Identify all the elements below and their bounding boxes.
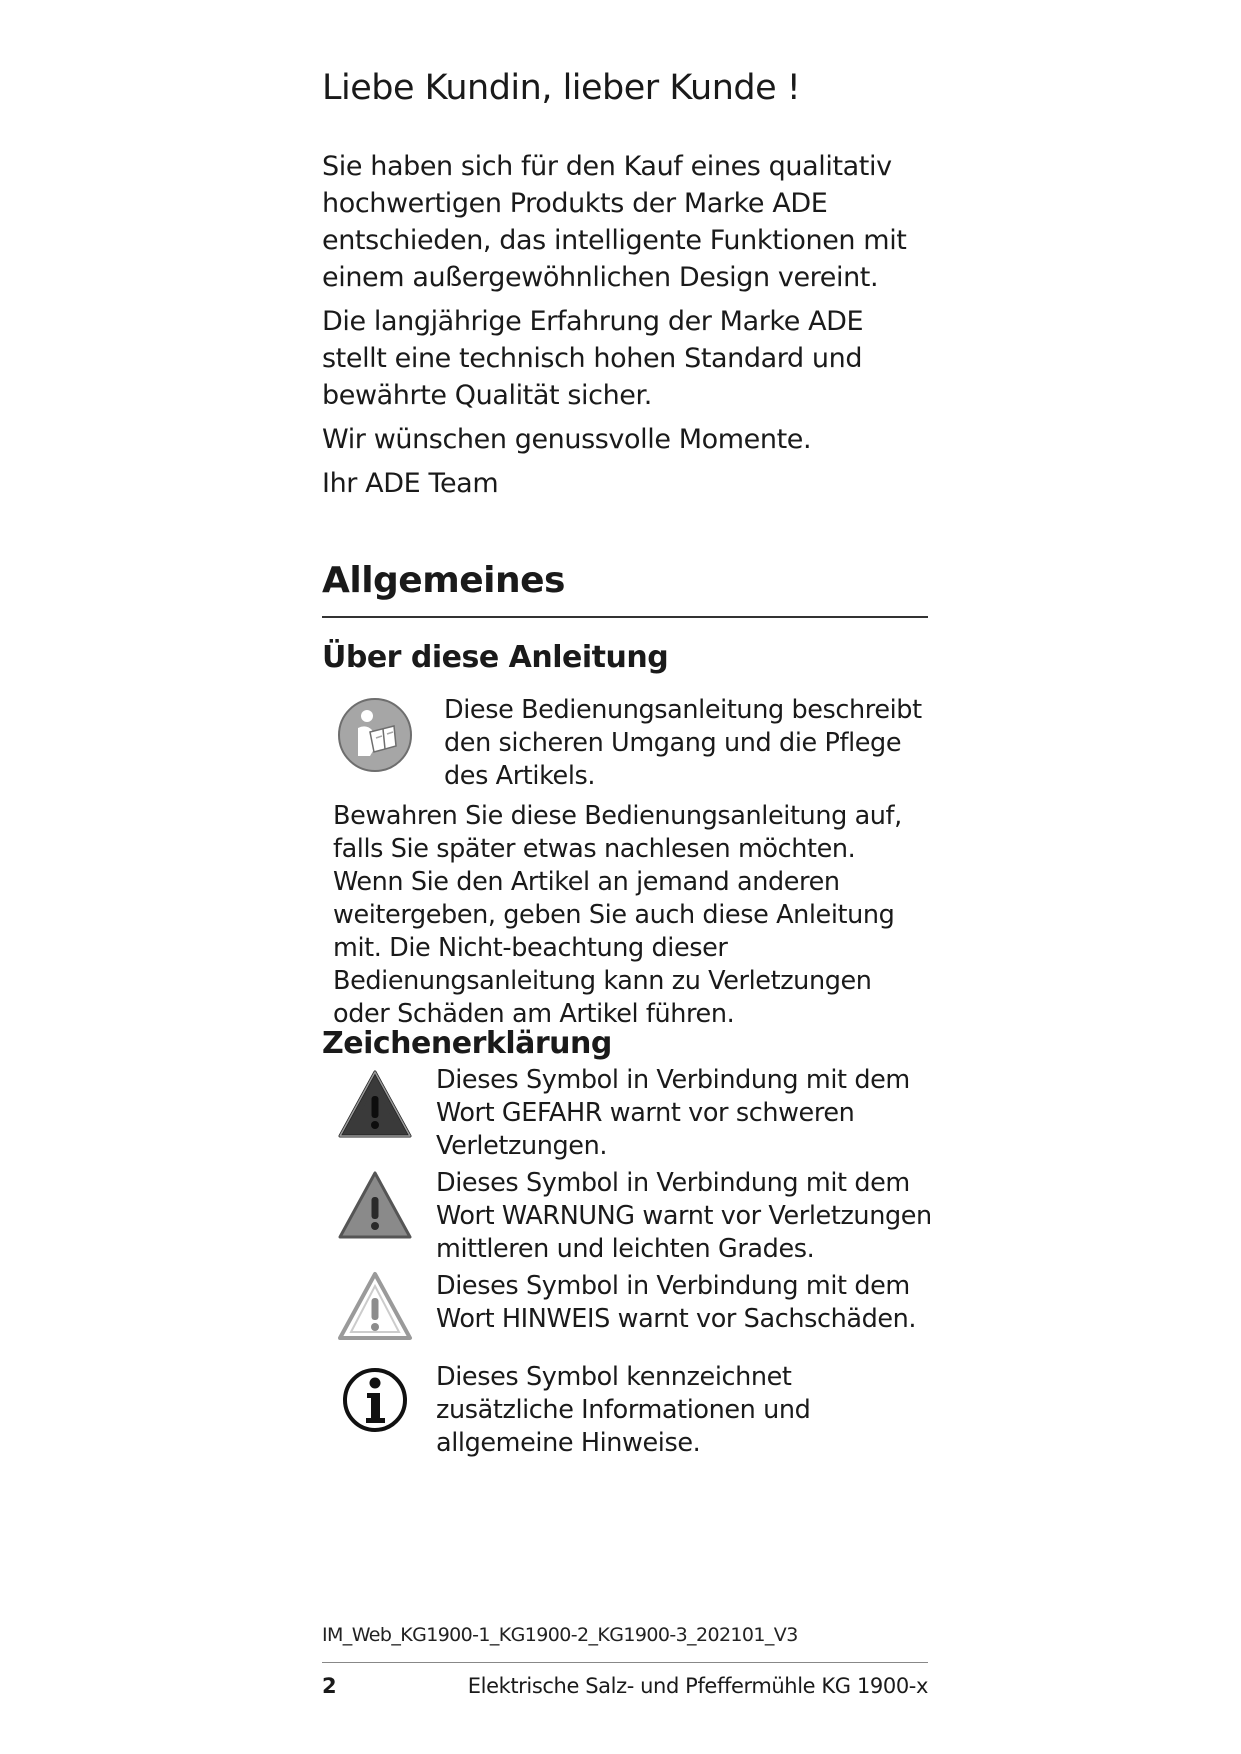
legend-text-notice: Dieses Symbol in Verbindung mit dem Wort HINWEIS warnt vor Sachschäden. — [436, 1271, 917, 1334]
legend-item-info — [322, 1361, 928, 1458]
about-manual-body: Bewahren Sie diese Bedienungsanleitung auf, falls Sie später etwas nachlesen möchten. Wenn Sie den Artikel an jemand anderen weitergeben, geben Sie auch diese Anleitung mit. Die Nicht-beachtung dieser Bedienungsanleitung kann zu Verletzungen oder Schäden am Artikel führen. — [333, 801, 902, 1029]
legend-text-info: Dieses Symbol kennzeichnet zusätzliche Informationen und allgemeine Hinweise. — [436, 1362, 811, 1458]
legend-text-danger: Dieses Symbol in Verbindung mit dem Wort GEFAHR warnt vor schweren Verletzungen. — [436, 1065, 910, 1161]
intro-text — [322, 148, 928, 509]
greeting-title: Liebe Kundin, lieber Kunde ! — [322, 68, 801, 108]
page-number: 2 — [322, 1674, 337, 1698]
info-icon — [336, 1361, 414, 1439]
document-id: IM_Web_KG1900-1_KG1900-2_KG1900-3_202101_V3 — [322, 1624, 798, 1646]
footer-divider — [322, 1662, 928, 1663]
legend-heading: Zeichenerklärung — [322, 1026, 612, 1061]
legend-item-danger — [322, 1064, 928, 1164]
warning-icon — [336, 1167, 414, 1245]
legend-text-warning: Dieses Symbol in Verbindung mit dem Wort WARNUNG warnt vor Verletzungen mittleren und leichten Grades. — [436, 1168, 932, 1264]
intro-paragraph: Die langjährige Erfahrung der Marke ADE stellt eine technisch hohen Standard und bewährte Qualität sicher. — [322, 306, 864, 411]
manual-symbol-text: Diese Bedienungsanleitung beschreibt den sicheren Umgang und die Pflege des Artikels. — [444, 695, 922, 791]
section-divider — [322, 616, 928, 618]
footer-product-title: Elektrische Salz- und Pfeffermühle KG 1900-x — [467, 1674, 928, 1698]
read-manual-icon — [336, 696, 414, 774]
legend-item-notice — [322, 1270, 928, 1360]
intro-paragraph: Sie haben sich für den Kauf eines qualitativ hochwertigen Produkts der Marke ADE entschieden, das intelligente Funktionen mit einem außergewöhnlichen Design vereint. — [322, 151, 907, 293]
intro-paragraph: Wir wünschen genussvolle Momente. — [322, 424, 812, 455]
legend-item-warning — [322, 1167, 932, 1267]
danger-warning-icon — [336, 1066, 414, 1144]
sign-off: Ihr ADE Team — [322, 468, 499, 499]
section-title: Allgemeines — [322, 560, 565, 601]
manual-symbol-row — [322, 694, 928, 794]
notice-icon — [336, 1268, 414, 1346]
about-manual-heading: Über diese Anleitung — [322, 640, 669, 675]
